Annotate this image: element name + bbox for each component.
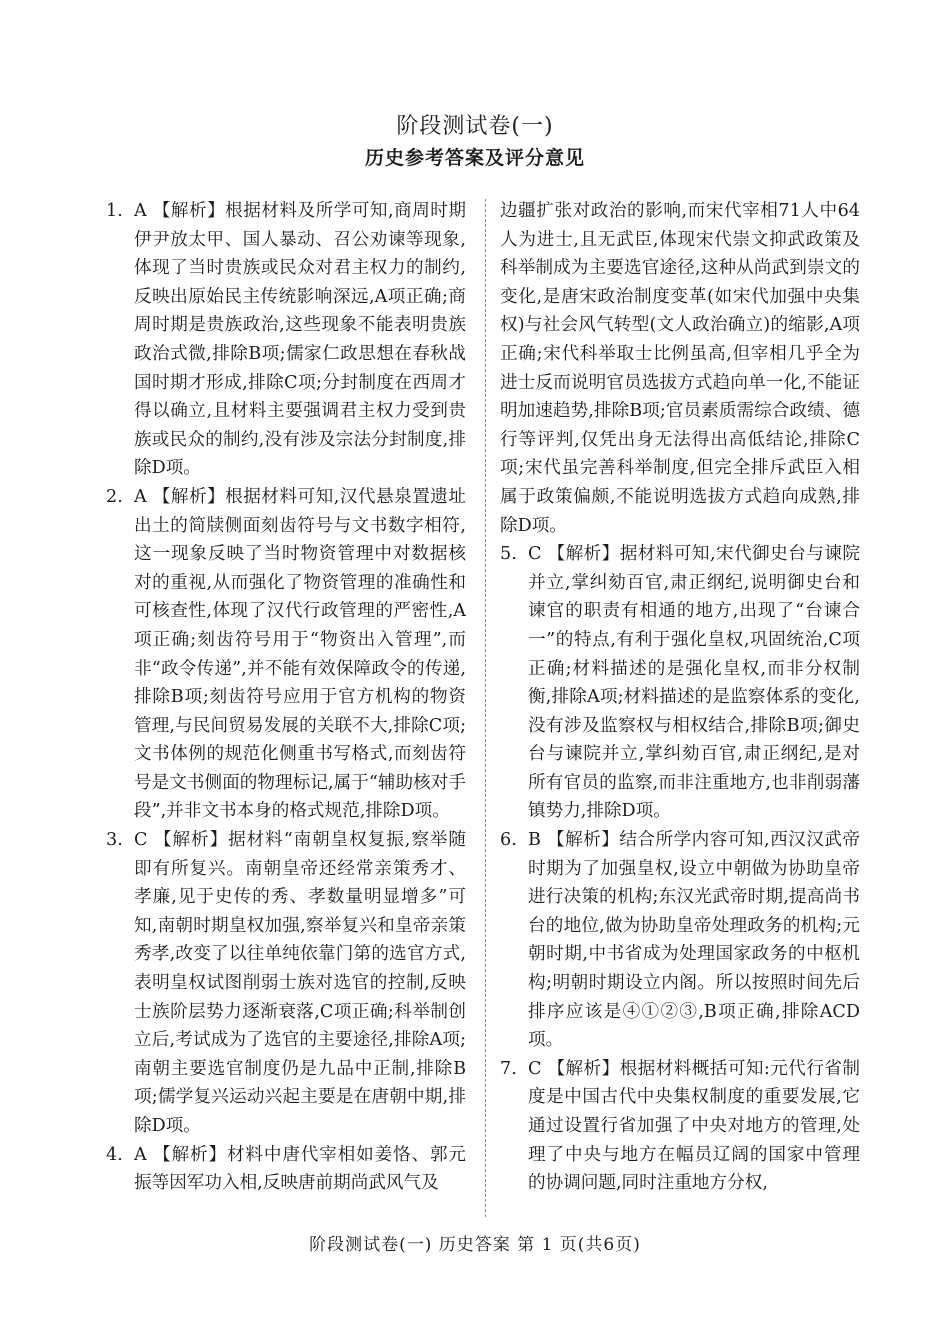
answer-text: A 【解析】根据材料可知,汉代悬泉置遗址出土的简牍侧面刻齿符号与文书数字相符,这一现象反映了当时物资管理中对数据核对的重视,从而强化了物资管理的准确性和可核查性,体现了汉代行政管理的严密性,A项正确;刻齿符号用于“物资出入管理”,而非“政令传递”,并不能有效保障政令的传递,排除B项;刻齿符号应用于官方机构的物资管理,与民间贸易发展的关联不大,排除C项;文书体例的规范化侧重书写格式,而刻齿符号是文书侧面的物理标记,属于“辅助核对手段”,并非文书本身的格式规范,排除D项。 xyxy=(134,486,466,822)
answer-item-4-continued xyxy=(500,197,860,540)
answer-item-5 xyxy=(500,540,860,826)
answer-text: C 【解析】据材料可知,宋代御史台与谏院并立,掌纠劾百官,肃正纲纪,说明御史台和谏官的职责有相通的地方,出现了“台谏合一”的特点,有利于强化皇权,巩固统治,C项正确;材料描述的是强化皇权,而非分权制衡,排除A项;材料描述的是监察体系的变化,没有涉及监察权与相权结合,排除B项;御史台与谏院并立,掌纠劾百官,肃正纲纪,是对所有官员的监察,而非注重地方,也非削弱藩镇势力,排除D项。 xyxy=(528,544,860,822)
answer-text: B 【解析】结合所学内容可知,西汉汉武帝时期为了加强皇权,设立中朝做为协助皇帝进行决策的机构;东汉光武帝时期,提高尚书台的地位,做为协助皇帝处理政务的机构;元朝时期,中书省成为处理国家政务的中枢机构;明朝时期设立内阁。所以按照时间先后排序应该是④①②③,B项正确,排除ACD项。 xyxy=(528,830,860,1051)
answer-text: C 【解析】据材料“南朝皇权复振,察举随即有所复兴。南朝皇帝还经常亲策秀才、孝廉,见于史传的秀、孝数量明显增多”可知,南朝时期皇权加强,察举复兴和皇帝亲策秀孝,改变了以往单纯依靠门第的选官方式,表明皇权试图削弱士族对选官的控制,反映士族阶层势力逐渐衰落,C项正确;科举制创立后,考试成为了选官的主要途径,排除A项;南朝主要选官制度仍是九品中正制,排除B项;儒学复兴运动兴起主要是在唐朝中期,排除D项。 xyxy=(134,830,466,1136)
answer-number: 3. xyxy=(106,830,123,851)
answer-item-6 xyxy=(500,826,860,1055)
answer-item-2 xyxy=(106,483,466,826)
left-column xyxy=(106,197,466,1222)
answer-number: 7. xyxy=(500,1058,517,1079)
answer-text: A 【解析】根据材料及所学可知,商周时期伊尹放太甲、国人暴动、召公劝谏等现象,体现了当时贵族或民众对君主权力的制约,反映出原始民主传统影响深远,A项正确;商周时期是贵族政治,这些现象不能表明贵族政治式微,排除B项;儒家仁政思想在春秋战国时期才形成,排除C项;分封制度在西周才得以确立,且材料主要强调君主权力受到贵族或民众的制约,没有涉及宗法分封制度,排除D项。 xyxy=(134,201,466,479)
answer-item-4 xyxy=(106,1141,466,1198)
page-footer: 阶段测试卷(一) 历史答案 第 1 页(共6页) xyxy=(309,1235,641,1255)
column-divider xyxy=(485,199,486,1217)
answer-text: A 【解析】材料中唐代宰相如姜恪、郭元振等因军功入相,反映唐前期尚武风气及 xyxy=(134,1144,466,1194)
answer-number: 4. xyxy=(106,1144,123,1165)
right-column xyxy=(500,197,860,1222)
answer-item-3 xyxy=(106,826,466,1141)
answer-text: C 【解析】根据材料概括可知:元代行省制度是中国古代中央集权制度的重要发展,它通过设置行省加强了中央对地方的管理,处理了中央与地方在幅员辽阔的国家中管理的协调问题,同时注重地方分权, xyxy=(528,1058,860,1194)
answer-number: 5. xyxy=(500,544,517,565)
answer-text: 边疆扩张对政治的影响,而宋代宰相71人中64人为进士,且无武臣,体现宋代崇文抑武政策及科举制成为主要选官途径,这种从尚武到崇文的变化,是唐宋政治制度变革(如宋代加强中央集权)与社会风气转型(文人政治确立)的缩影,A项正确;宋代科举取士比例虽高,但宰相几乎全为进士反而说明官员选拔方式趋向单一化,不能证明加速趋势,排除B项;官员素质需综合政绩、德行等评判,仅凭出身无法得出高低结论,排除C项;宋代虽完善科举制度,但完全排斥武臣入相属于政策偏颇,不能说明选拔方式趋向成熟,排除D项。 xyxy=(500,201,860,536)
answer-item-1 xyxy=(106,197,466,483)
document-title: 阶段测试卷(一) xyxy=(396,114,554,139)
document-subtitle: 历史参考答案及评分意见 xyxy=(364,147,585,169)
answer-number: 1. xyxy=(106,201,123,221)
answer-item-7 xyxy=(500,1055,860,1198)
answer-number: 2. xyxy=(106,486,123,507)
answer-number: 6. xyxy=(500,830,517,851)
